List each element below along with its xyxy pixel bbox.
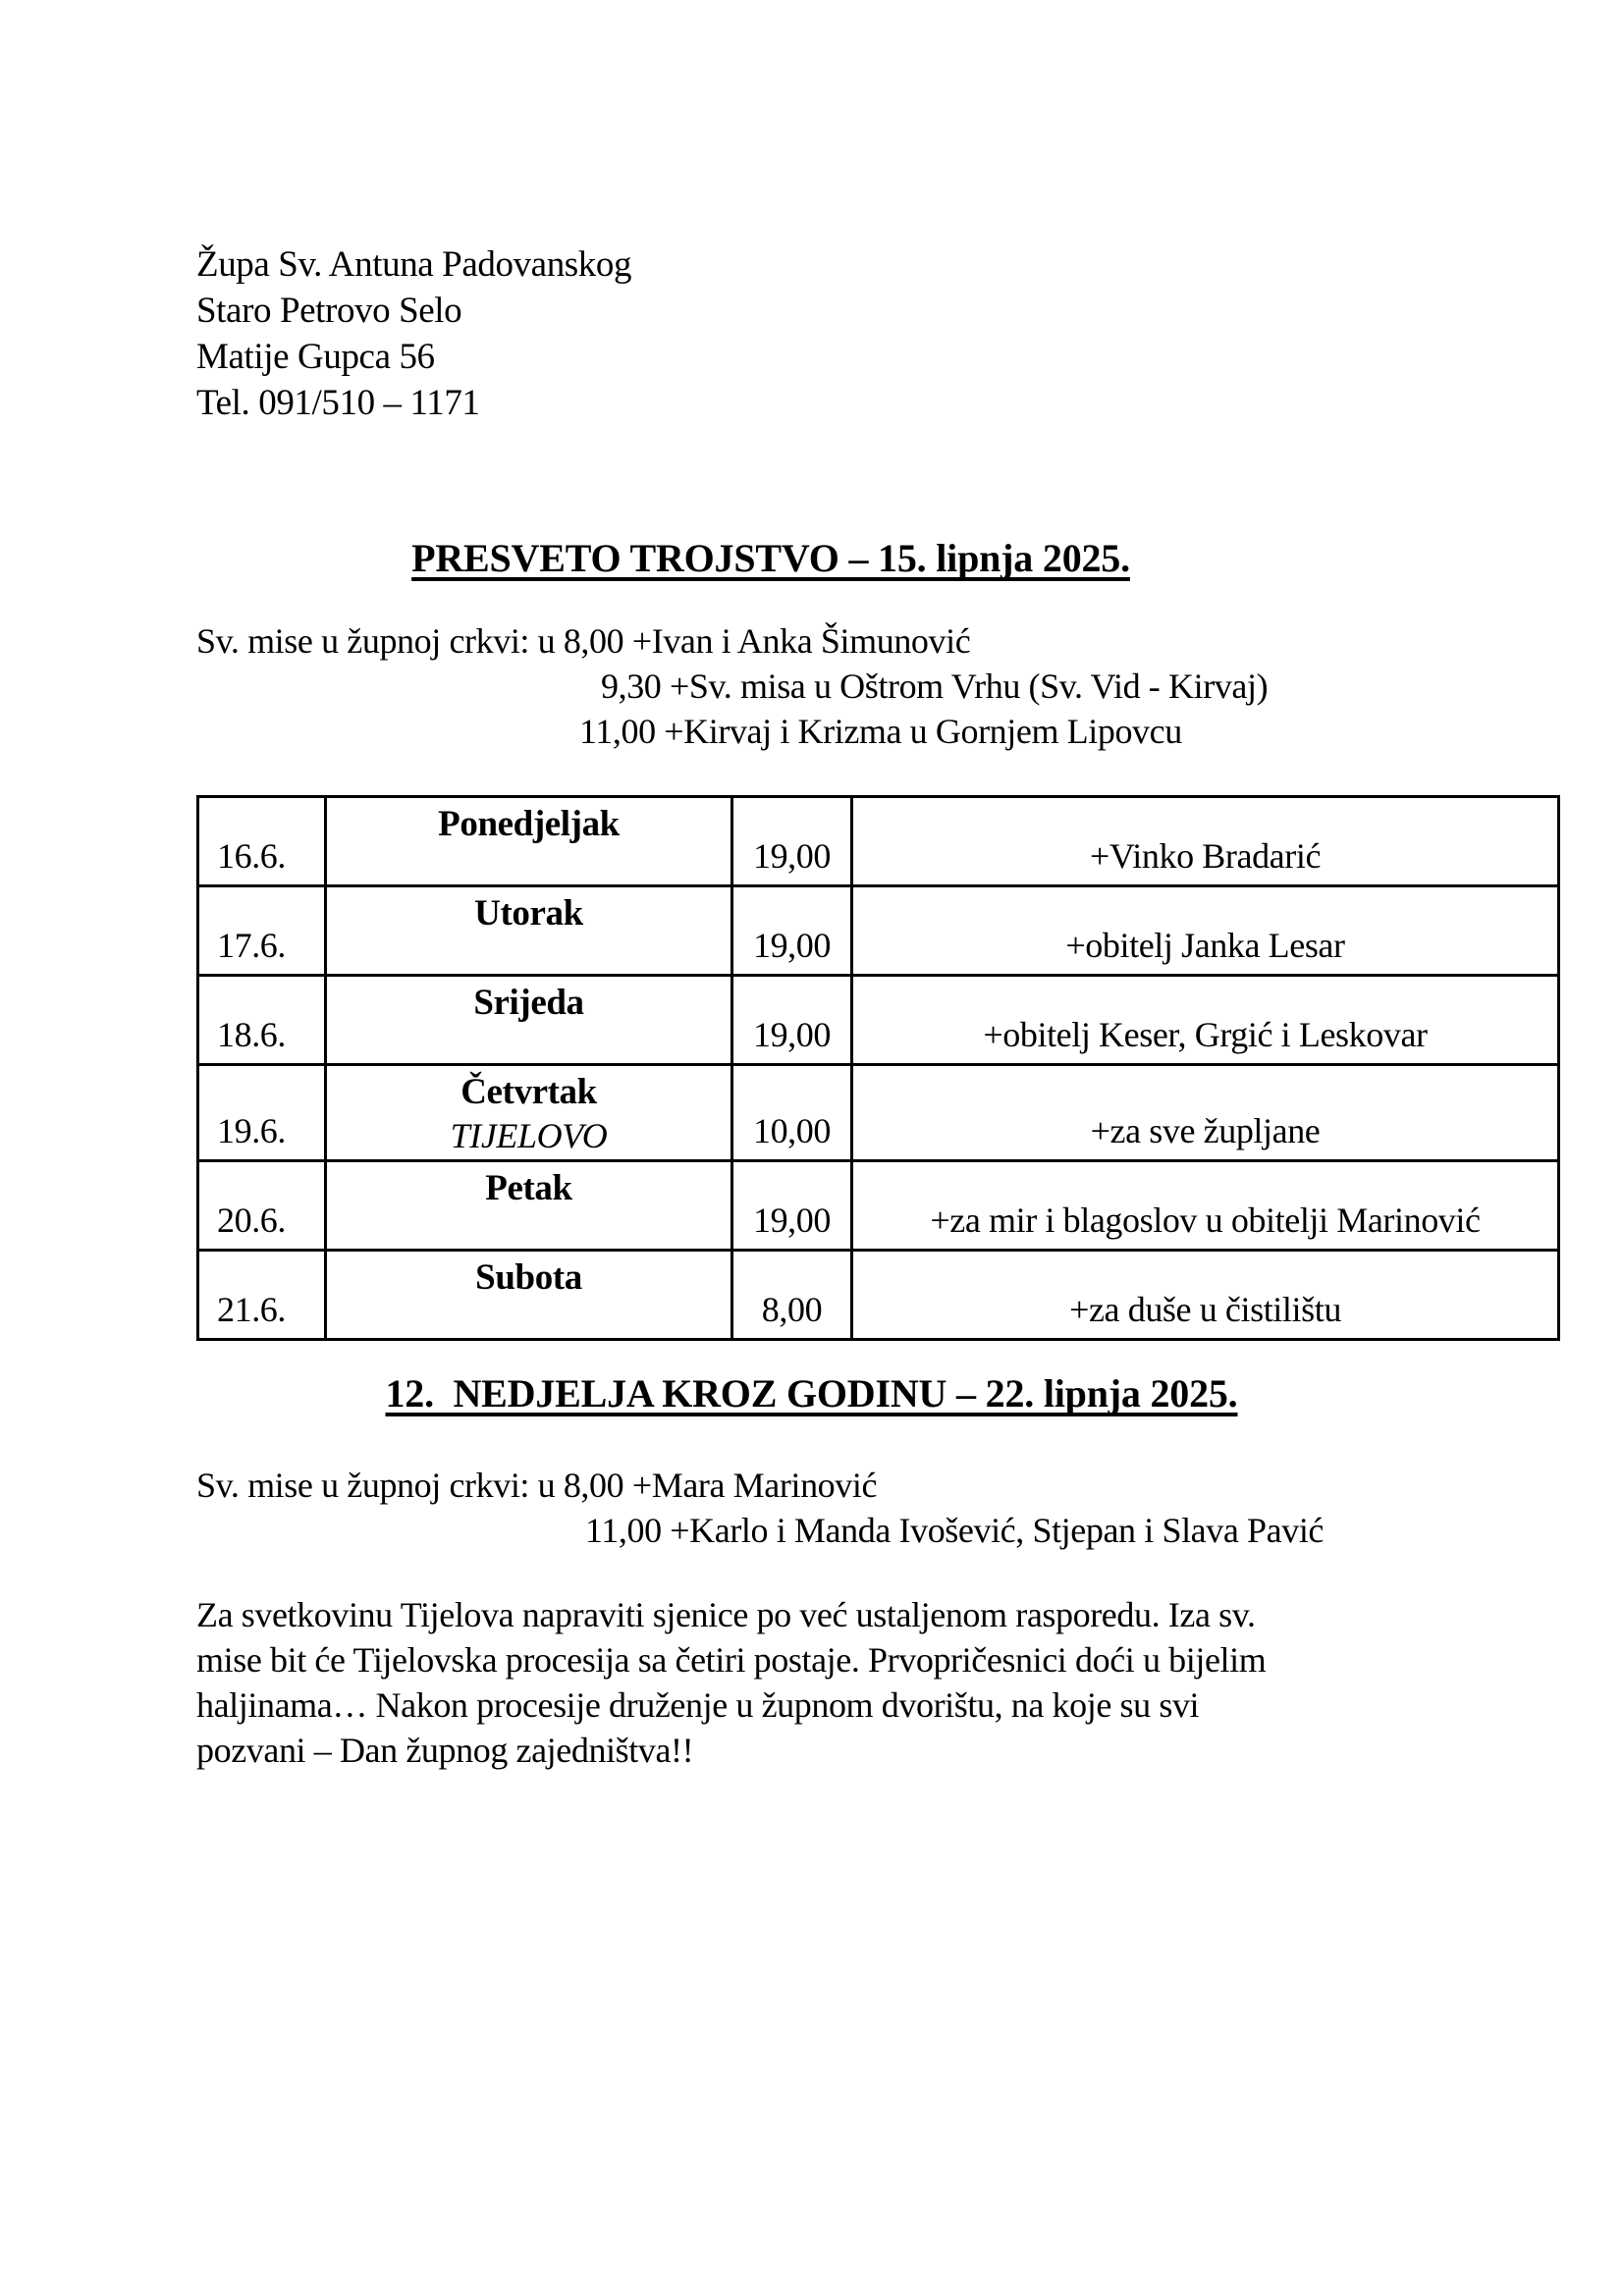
date-cell: 17.6. [198, 886, 326, 976]
day-cell [326, 976, 732, 1065]
parish-header [196, 241, 631, 426]
intention-cell: +za duše u čistilištu [852, 1251, 1559, 1340]
mass-line: 11,00 +Kirvaj i Krizma u Gornjem Lipovcu [579, 712, 1182, 751]
table-row [198, 886, 1559, 976]
parish-street: Matije Gupca 56 [196, 337, 435, 377]
paragraph-line: mise bit će Tijelovska procesija sa četiri postaje. Prvopričesnici doći u bijelim [196, 1640, 1267, 1680]
intention-cell: +obitelj Janka Lesar [852, 886, 1559, 976]
day-cell [326, 886, 732, 976]
mass-line: Sv. mise u župnoj crkvi: u 8,00 +Mara Marinović [196, 1466, 878, 1505]
paragraph-line: Za svetkovinu Tijelova napraviti sjenice po već ustaljenom rasporedu. Iza sv. [196, 1595, 1256, 1634]
table-row [198, 976, 1559, 1065]
section1-title: PRESVETO TROJSTVO – 15. lipnja 2025. [411, 536, 1130, 580]
intention-cell: +Vinko Bradarić [852, 797, 1559, 886]
mass-line: 9,30 +Sv. misa u Oštrom Vrhu (Sv. Vid - Kirvaj) [601, 667, 1269, 706]
date-cell: 18.6. [198, 976, 326, 1065]
table-row [198, 1251, 1559, 1340]
day-name: Petak [485, 1168, 572, 1208]
day-subtitle: TIJELOVO [450, 1116, 608, 1155]
time-cell: 19,00 [732, 797, 852, 886]
day-name: Utorak [474, 893, 583, 934]
schedule-table [196, 795, 1560, 1341]
date-cell: 21.6. [198, 1251, 326, 1340]
table-row [198, 1161, 1559, 1251]
day-cell [326, 1251, 732, 1340]
time-cell: 10,00 [732, 1065, 852, 1161]
time-cell: 19,00 [732, 1161, 852, 1251]
announcement-paragraph [196, 1592, 1532, 1773]
date-cell: 19.6. [198, 1065, 326, 1161]
time-cell: 19,00 [732, 976, 852, 1065]
section1-title-row [0, 535, 1542, 581]
day-name: Četvrtak [460, 1072, 597, 1112]
table-row [198, 797, 1559, 886]
paragraph-line: haljinama… Nakon procesije druženje u župnom dvorištu, na koje su svi [196, 1685, 1200, 1725]
intention-cell: +za sve župljane [852, 1065, 1559, 1161]
intention-cell: +za mir i blagoslov u obitelji Marinović [852, 1161, 1559, 1251]
day-name: Subota [475, 1257, 582, 1298]
time-cell: 19,00 [732, 886, 852, 976]
section2-masses [196, 1463, 1324, 1553]
parish-name: Župa Sv. Antuna Padovanskog [196, 244, 632, 285]
section1-masses [196, 618, 1268, 754]
intention-cell: +obitelj Keser, Grgić i Leskovar [852, 976, 1559, 1065]
day-cell [326, 1161, 732, 1251]
time-cell: 8,00 [732, 1251, 852, 1340]
date-cell: 20.6. [198, 1161, 326, 1251]
paragraph-line: pozvani – Dan župnog zajedništva!! [196, 1731, 694, 1770]
day-cell [326, 1065, 732, 1161]
parish-town: Staro Petrovo Selo [196, 291, 462, 331]
mass-line: Sv. mise u župnoj crkvi: u 8,00 +Ivan i Anka Šimunović [196, 621, 971, 661]
parish-phone: Tel. 091/510 – 1171 [196, 383, 480, 423]
day-name: Srijeda [473, 983, 584, 1023]
mass-line: 11,00 +Karlo i Manda Ivošević, Stjepan i Slava Pavić [585, 1511, 1325, 1550]
section2-title: 12. NEDJELJA KROZ GODINU – 22. lipnja 2025. [385, 1371, 1238, 1415]
section2-title-row [0, 1370, 1623, 1416]
date-cell: 16.6. [198, 797, 326, 886]
day-name: Ponedjeljak [438, 804, 620, 844]
table-row [198, 1065, 1559, 1161]
day-cell [326, 797, 732, 886]
